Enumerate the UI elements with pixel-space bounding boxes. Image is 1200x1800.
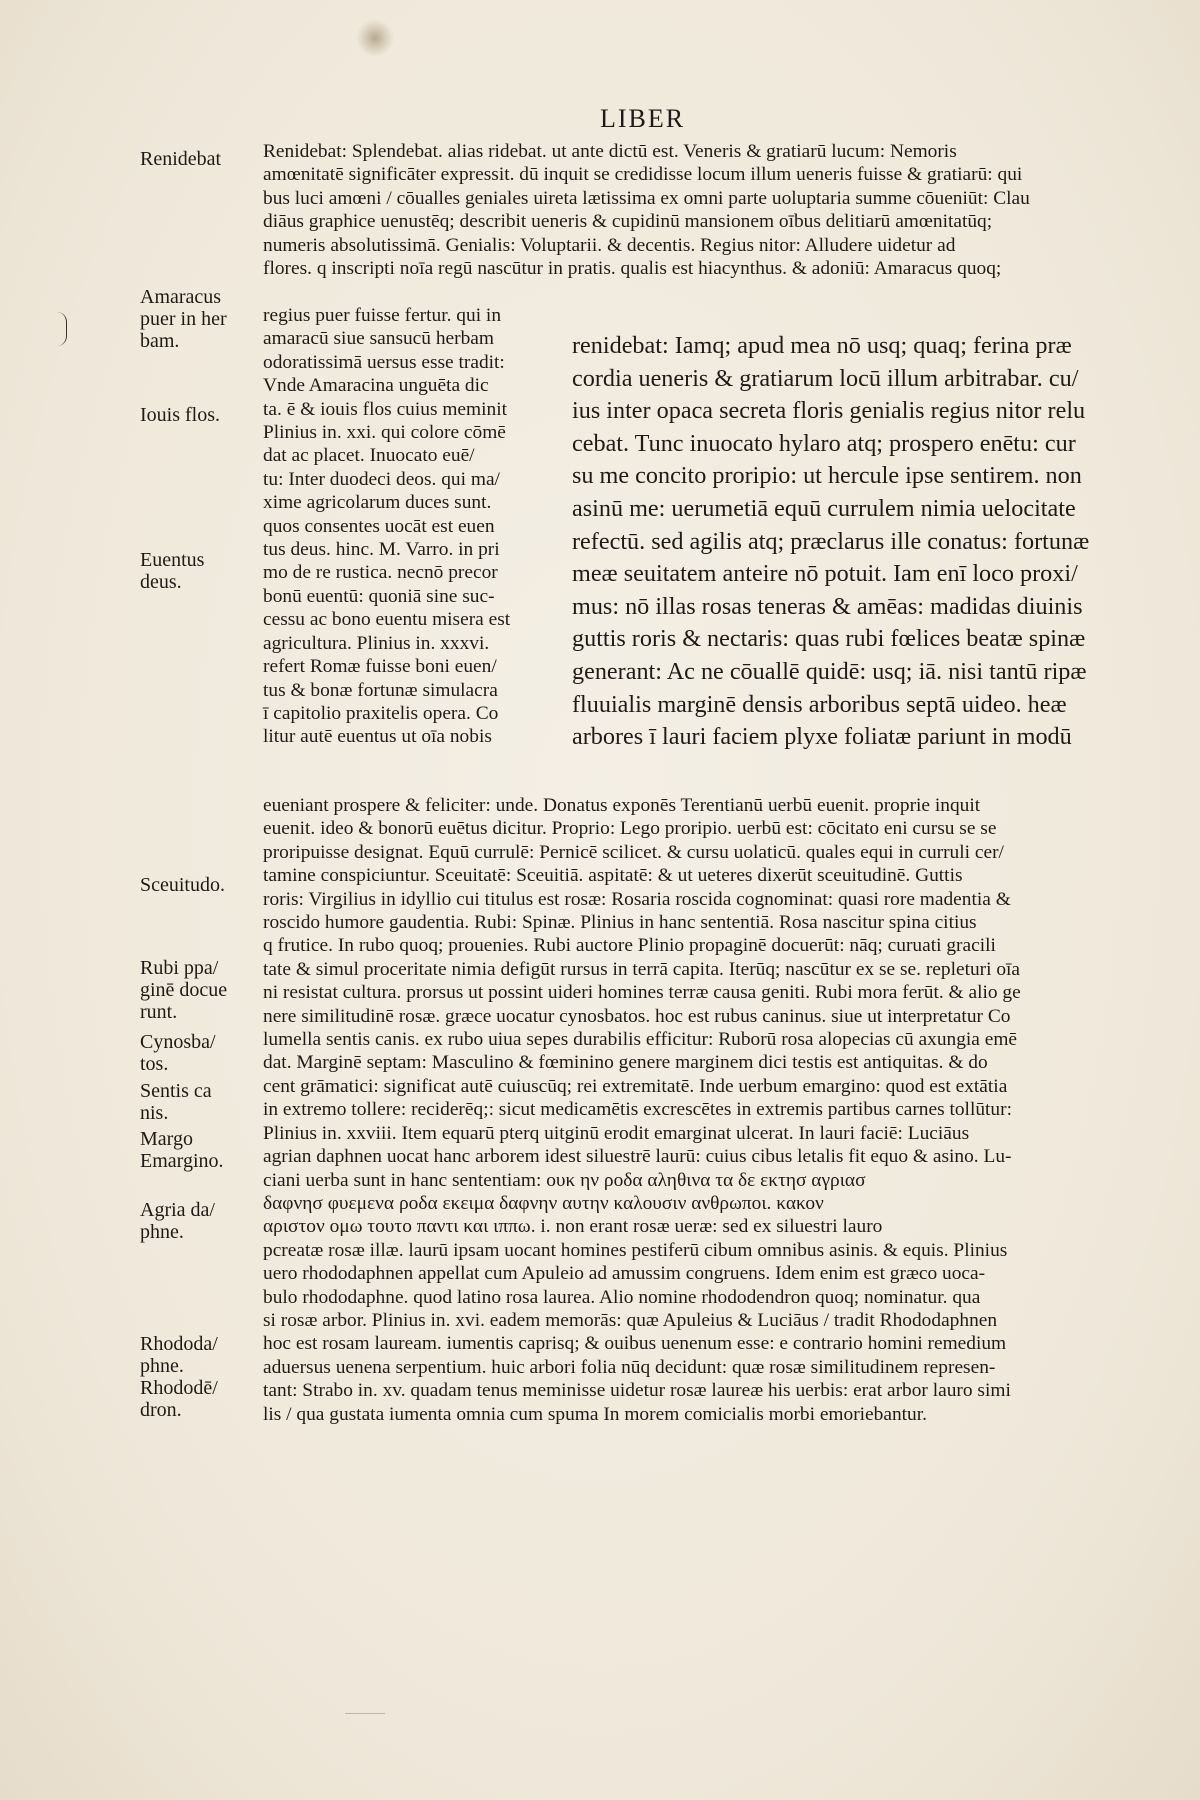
commentary-line: cent grāmatici: significat autē cuiuscūq; rei extremitatē. Inde uerbum emargino: quod est extātia [263,1075,1008,1097]
commentary-line: tamine conspiciuntur. Sceuitatē: Sceuitiā. aspitatē: & ut ueteres dixerūt sceuitudinē. Guttis [263,865,963,887]
commentary-line: in extremo tollere: reciderēq;: sicut medicamētis excrescētes in extremis partibus carnes tollūtur: [263,1099,1012,1121]
commentary-line: euenit. ideo & bonorū euētus dicitur. Proprio: Lego proripio. uerbū est: cōcitato eni cursu se se [263,818,997,840]
commentary-line: xime agricolarum duces sunt. [263,492,492,514]
commentary-line: ciani uerba sunt in hanc sententiam: ουκ ην ροδα αληθινα τα δε εκτησ αγριασ [263,1169,866,1191]
commentary-line: pcreatæ rosæ illæ. laurū ipsam uocant homines pestiferū cibum omnibus asinis. & equis. Plinius [263,1239,1008,1261]
commentary-line: Renidebat: Splendebat. alias ridebat. ut ante dictū est. Veneris & gratiarū lucum: Nemoris [263,141,957,162]
commentary-line: agrian daphnen uocat hanc arborem idest siluestrē laurū: cuius cibus letalis fit equo & asino. Lu- [263,1146,1012,1168]
commentary-line: Plinius in. xxi. qui colore cōmē [263,422,506,444]
main-text-line: su me concito proripio: ut hercule ipse sentirem. non [572,462,1082,490]
commentary-line: dat ac placet. Inuocato euē/ [263,445,475,467]
commentary-line: uero rhododaphnen appellat cum Apuleio ad amussim congruens. Idem enim est græco uoca- [263,1263,986,1285]
margin-bracket-mark [56,312,67,346]
commentary-line: tus deus. hinc. M. Varro. in pri [263,539,500,561]
margin-note: Amaracus puer in her bam. [140,286,227,352]
main-text-line: renidebat: Iamq; apud mea nō usq; quaq; ferina præ [572,332,1072,359]
main-text-line: cordia ueneris & gratiarum locū illum arbitrabar. cu/ [572,364,1079,392]
ink-stain [355,20,395,56]
commentary-line: ni resistat cultura. prorsus ut possint uideri homines terræ causa geniti. Rubi mora ferūt. & alio ge [263,982,1021,1004]
commentary-left-column [263,304,563,749]
margin-note: Cynosba/ tos. [140,1031,216,1075]
commentary-line: litur autē euentus ut oīa nobis [263,726,492,748]
commentary-line: nere similitudinē rosæ. græce uocatur cynosbatos. hoc est rubus caninus. siue ut interpretatur Co [263,1005,1011,1027]
main-text-line: guttis roris & nectaris: quas rubi fœlices beatæ spinæ [572,625,1086,653]
running-head: LIBER [600,104,686,133]
commentary-line: bulo rhododaphne. quod latino rosa laurea. Alio nomine rhododendron quoq; nominatur. qua [263,1286,981,1308]
margin-note: Rhododa/ phne. Rhododē/ dron. [140,1333,218,1421]
commentary-line: ta. ē & iouis flos cuius meminit [263,398,507,420]
commentary-line: mo de re rustica. necnō precor [263,562,498,584]
main-text-line: fluuialis marginē densis arboribus septā uideo. heæ [572,690,1067,718]
commentary-line: Plinius in. xxviii. Item equarū pterq uitginū erodit emarginat ulcerat. In lauri faciē: Luciāus [263,1122,970,1144]
commentary-line: flores. q inscripti noīa regū nascūtur in pratis. qualis est hiacynthus. & adoniū: Amaracus quoq; [263,258,1002,280]
commentary-line: lis / qua gustata iumenta omnia cum spuma In morem comicialis morbi emoriebantur. [263,1403,927,1425]
commentary-line: ī capitolio praxitelis opera. Co [263,702,499,724]
main-text-block [572,330,1138,754]
commentary-line: odoratissimā uersus esse tradit: [263,351,505,373]
main-text-line: mus: nō illas rosas teneras & amēas: madidas diuinis [572,592,1083,620]
margin-note: Sentis ca nis. [140,1080,212,1124]
commentary-bottom-block [263,794,1138,1426]
commentary-line: eueniant prospere & feliciter: unde. Donatus exponēs Terentianū uerbū euenit. proprie inquit [263,795,981,816]
commentary-line: δαφνησ φυεμενα ροδα εκειμα δαφνην αυτην καλουσιν ανθρωποι. κακον [263,1192,824,1214]
commentary-line: amaracū siue sansucū herbam [263,328,494,350]
commentary-line: amœnitatē significāter expressit. dū inquit se credidisse locum illum ueneris fuisse & gratiarū: qui [263,164,1023,186]
margin-note: Iouis flos. [140,404,220,426]
faint-mark [345,1697,385,1714]
commentary-line: hoc est rosam lauream. iumentis caprisq; & ouibus uenenum esse: e contrario homini remedium [263,1333,1007,1355]
commentary-line: tu: Inter duodeci deos. qui ma/ [263,468,500,490]
commentary-line: diāus graphice uenustēq; describit ueneris & cupidinū mansionem oībus delitiarū amœnitatūq; [263,211,993,233]
commentary-line: q frutice. In rubo quoq; prouenies. Rubi auctore Plinio propaginē docuerūt: nāq; curuati gracili [263,935,996,957]
commentary-line: dat. Marginē septam: Masculino & fœminino genere marginem dici testis est antiquitas. & do [263,1052,988,1074]
commentary-line: si rosæ arbor. Plinius in. xvi. eadem memorās: quæ Apuleius & Luciāus / tradit Rhododaphnen [263,1309,998,1331]
margin-note: Margo Emargino. [140,1128,224,1172]
main-text-line: ius inter opaca secreta floris genialis regius nitor relu [572,397,1086,425]
margin-note: Renidebat [140,148,222,170]
commentary-line: αριστον ομω τουτο παντι και ιππω. i. non erant rosæ ueræ: sed ex siluestri lauro [263,1216,883,1238]
main-text-line: generant: Ac ne cōuallē quidē: usq; iā. nisi tantū ripæ [572,657,1087,685]
commentary-line: tant: Strabo in. xv. quadam tenus meminisse uidetur rosæ laureæ his uerbis: erat arbor lauro simi [263,1380,1011,1402]
main-text-line: cebat. Tunc inuocato hylaro atq; prospero enētu: cur [572,429,1076,457]
commentary-line: quos consentes uocāt est euen [263,515,495,537]
commentary-line: regius puer fuisse fertur. qui in [263,305,502,326]
commentary-line: agricultura. Plinius in. xxxvi. [263,632,490,654]
commentary-line: roscido humore gaudentia. Rubi: Spinæ. Plinius in hanc sententiā. Rosa nascitur spina citius [263,912,977,934]
margin-note: Euentus deus. [140,549,205,593]
commentary-line: lumella sentis canis. ex rubo uiua sepes durabilis efficitur: Ruborū rosa alopecias cū axungia emē [263,1029,1018,1051]
main-text-line: asinū me: uerumetiā equū currulem nimia uelocitate [572,494,1076,522]
main-text-line: meæ seuitatem anteire nō potuit. Iam enī loco proxi/ [572,560,1078,588]
commentary-line: tus & bonæ fortunæ simulacra [263,679,498,701]
commentary-line: bus luci amœni / cōualles geniales uireta lætissima ex omni parte uoluptaria summe cōueniūt: Clau [263,187,1030,209]
commentary-line: roris: Virgilius in idyllio cui titulus est rosæ: Rosaria roscida cognominat: quasi rore madentia & [263,888,1011,910]
commentary-line: Vnde Amaracina unguēta dic [263,375,489,397]
commentary-line: proripuisse designat. Equū currulē: Pernicē scilicet. & cursu uolaticū. quales equi in curruli cer/ [263,841,1004,863]
commentary-line: bonū euentū: quoniā sine suc- [263,585,495,607]
commentary-line: numeris absolutissimā. Genialis: Voluptarii. & decentis. Regius nitor: Alludere uidetur ad [263,234,956,256]
commentary-line: aduersus uenena serpentium. huic arbori folia nūq decidunt: quæ rosæ similitudinem represen- [263,1356,996,1378]
margin-note: Sceuitudo. [140,874,225,896]
main-text-line: refectū. sed agilis atq; præclarus ille conatus: fortunæ [572,527,1090,555]
commentary-line: tate & simul proceritate nimia defigūt rursus in terrā capita. Iterūq; nascūtur ex se se. repleturi oīa [263,958,1021,980]
commentary-top-block [263,140,1138,280]
commentary-line: refert Romæ fuisse boni euen/ [263,656,497,678]
margin-note: Agria da/ phne. [140,1199,215,1243]
margin-note: Rubi ppa/ ginē docue runt. [140,957,228,1023]
main-text-line: arbores ī lauri faciem plyxe foliatæ pariunt in modū [572,723,1072,751]
commentary-line: cessu ac bono euentu misera est [263,609,511,631]
